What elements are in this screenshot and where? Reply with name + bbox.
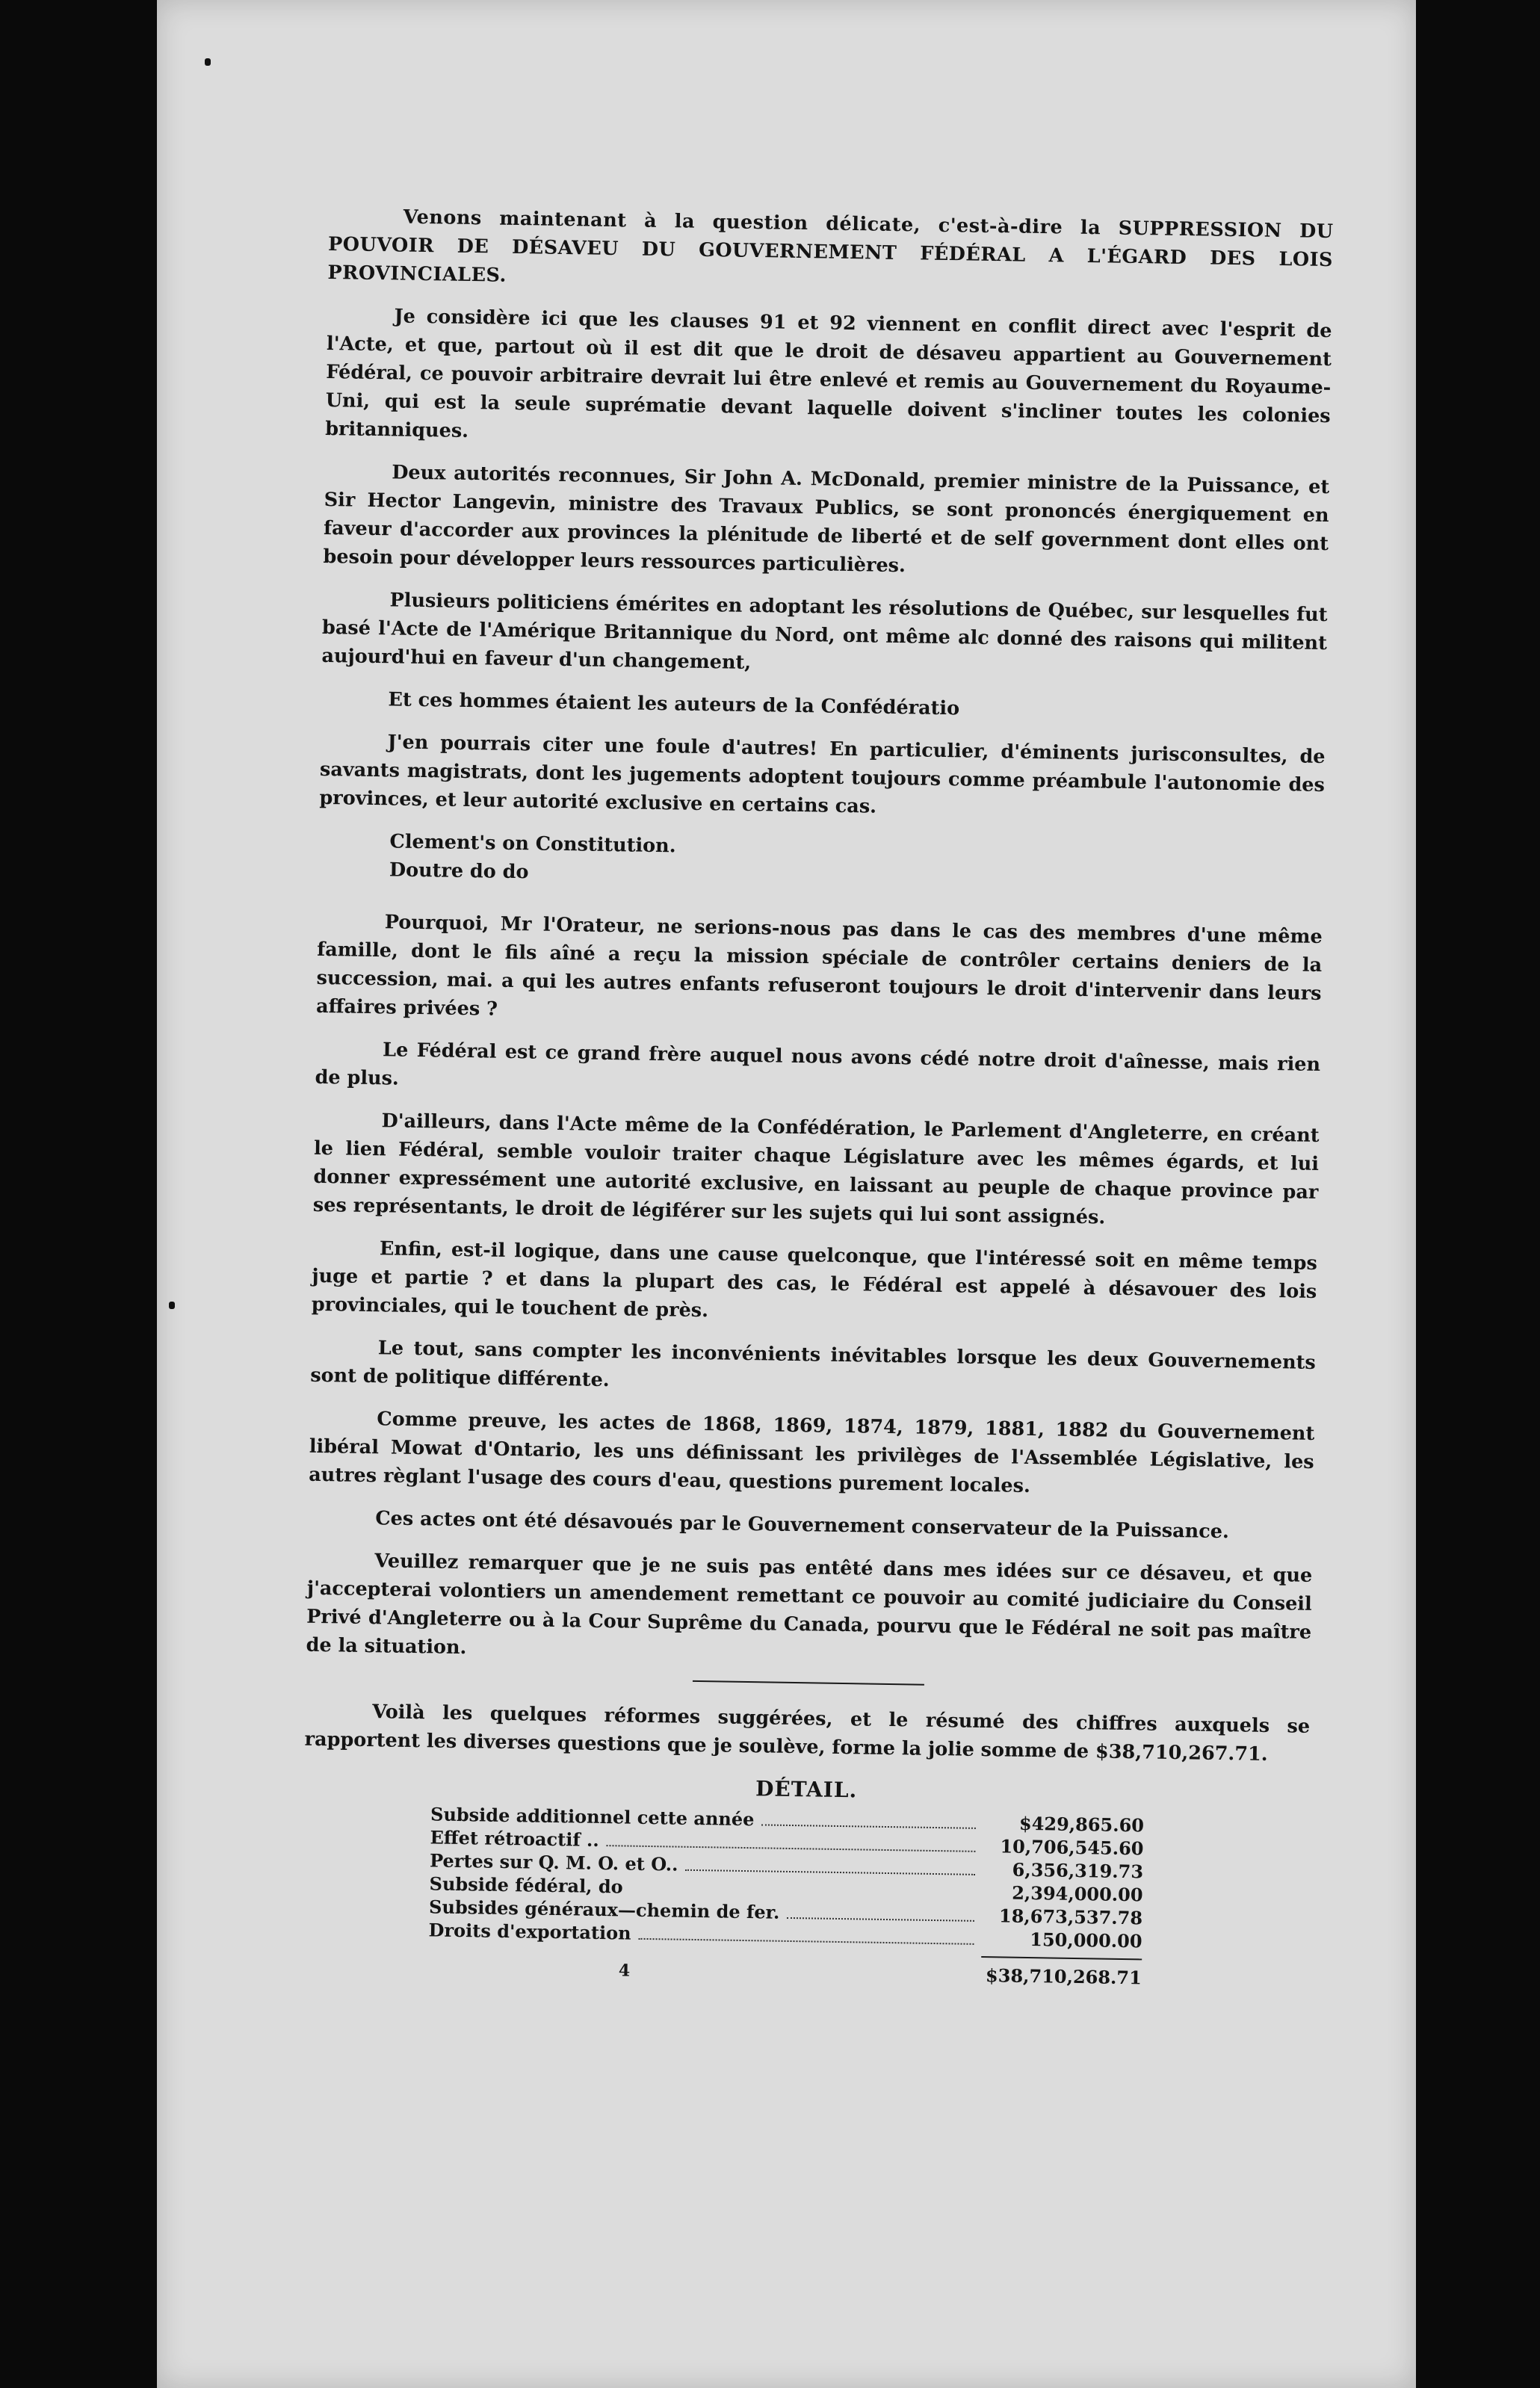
leader-dots bbox=[685, 1869, 975, 1875]
references-list bbox=[318, 826, 1324, 899]
leader-dots bbox=[607, 1845, 976, 1852]
detail-label: Subsides généraux—chemin de fer. bbox=[428, 1896, 780, 1923]
paragraph-authorities: Deux autorités reconnues, Sir John A. McDonald, premier ministre de la Puissance, et Sir Hector Langevin, ministre des Travaux Publics, se sont prononcés énergiquement en faveur d'accorder aux provinces la plénitude de liberté et de self government dont elles ont besoin pour développer leurs ressources particulières. bbox=[323, 461, 1330, 578]
paragraph-disavowed: Ces actes ont été désavoués par le Gouvernement conservateur de la Puissance. bbox=[375, 1507, 1230, 1544]
paragraph-inconveniences: Le tout, sans compter les inconvénients inévitables lorsque les deux Gouvernements sont de politique différente. bbox=[310, 1337, 1316, 1392]
section-divider bbox=[692, 1680, 924, 1686]
detail-title: DÉTAIL. bbox=[755, 1776, 858, 1803]
paragraph-authors: Et ces hommes étaient les auteurs de la Confédératio bbox=[388, 688, 960, 720]
paragraph-clauses: Je considère ici que les clauses 91 et 92 viennent en conflit direct avec l'esprit de l'Acte, et que, partout où il est dit que le droit de désaveu appartient au Gouvernement Fédéral, ce pouvoir arbitraire devrait lui être enlevé et remis au Gouvernement du Royaume-Uni, qui est la seule suprématie devant laquelle doivent s'incliner toutes les colonies britanniques. bbox=[324, 305, 1332, 442]
detail-label: Effet rétroactif .. bbox=[430, 1826, 599, 1851]
leader-dots bbox=[639, 1938, 974, 1945]
leader-dots bbox=[787, 1917, 974, 1922]
detail-amount: 150,000.00 bbox=[1030, 1928, 1142, 1952]
paragraph-summary: Voilà les quelques réformes suggérées, et le résumé des chiffres auxquels se rapportent les diverses questions que je soulève, forme la jolie somme de $38,710,267.71. bbox=[304, 1701, 1311, 1766]
detail-label: Pertes sur Q. M. O. et O.. bbox=[429, 1849, 678, 1875]
paragraph-logic: Enfin, est-il logique, dans une cause quelconque, que l'intéressé soit en même temps juge et partie ? et dans la plupart des cas, le Fédéral est appelé à désavouer des lois provinciales, qui le touchent de près. bbox=[311, 1237, 1318, 1323]
paragraph-proof: Comme preuve, les actes de 1868, 1869, 1874, 1879, 1881, 1882 du Gouvernement libéral Mowat d'Ontario, les uns définissant les privilèges de l'Assemblée Législative, les autres règlant l'usage des cours d'eau, questions purement locales. bbox=[308, 1408, 1315, 1497]
leader-dots bbox=[761, 1824, 976, 1829]
scan-mark bbox=[205, 58, 211, 66]
total-row bbox=[428, 1955, 1142, 1990]
detail-label: Subside additionnel cette année bbox=[430, 1803, 755, 1831]
detail-label: Subside fédéral, do bbox=[429, 1872, 623, 1898]
paragraph-family: Pourquoi, Mr l'Orateur, ne serions-nous pas dans le cas des membres d'une même famille, dont le fils aîné a reçu la mission spéciale de contrôler certains deniers de la succession, mai. a qui les autres enfants refuseront toujours le droit d'intervenir dans leurs affaires privées ? bbox=[315, 911, 1323, 1021]
detail-table bbox=[428, 1802, 1145, 1990]
page-number: 4 bbox=[618, 1961, 631, 1981]
detail-amount: 6,356,319.73 bbox=[1012, 1858, 1144, 1883]
scanned-page bbox=[157, 0, 1416, 2388]
paragraph-federal-brother: Le Fédéral est ce grand frère auquel nous avons cédé notre droit d'aînesse, mais rien de plus. bbox=[315, 1039, 1321, 1090]
total-rule bbox=[981, 1956, 1142, 1960]
scan-mark bbox=[169, 1302, 175, 1309]
paragraph-disallowance-intro: Venons maintenant à la question délicate, c'est-à-dire la SUPPRESSION DU POUVOIR DE DÉSAVEU DU GOUVERNEMENT FÉDÉRAL A L'ÉGARD DES LOIS PROVINCIALES. bbox=[327, 205, 1334, 287]
detail-amount: 10,706,545.60 bbox=[1000, 1835, 1144, 1860]
detail-amount: $429,865.60 bbox=[1018, 1812, 1145, 1837]
paragraph-jurists: J'en pourrais citer une foule d'autres! En particulier, d'éminents jurisconsultes, de savants magistrats, dont les jugements adoptent toujours comme préambule l'autonomie des provinces, et leur autorité exclusive en certains cas. bbox=[319, 731, 1326, 818]
detail-amount: 2,394,000.00 bbox=[1011, 1881, 1143, 1906]
reference-doutre: Doutre do do bbox=[389, 859, 529, 884]
paragraph-amendment: Veuillez remarquer que je ne suis pas entêté dans mes idées sur ce désaveu, et que j'accepterai volontiers un amendement remettant ce pouvoir au comité judiciaire du Conseil Privé d'Angleterre ou à la Cour Suprême du Canada, pourvu que le Fédéral ne soit pas maître de la situation. bbox=[306, 1550, 1313, 1659]
paragraph-parliament: D'ailleurs, dans l'Acte même de la Confédération, le Parlement d'Angleterre, en créant le lien Fédéral, semble vouloir traiter chaque Législature avec les mêmes égards, et lui donner expressément une autorité exclusive, en laissant au peuple de chaque province par ses représentants, le droit de légiférer sur les sujets qui lui sont assignés. bbox=[312, 1110, 1320, 1229]
detail-total: $38,710,268.71 bbox=[985, 1964, 1142, 1989]
page-text bbox=[301, 202, 1334, 1993]
leader-dots bbox=[631, 1893, 975, 1899]
detail-label: Droits d'exportation bbox=[428, 1919, 631, 1944]
detail-amount: 18,673,537.78 bbox=[998, 1905, 1143, 1929]
reference-clement: Clement's on Constitution. bbox=[389, 830, 676, 858]
paragraph-politicians: Plusieurs politiciens émérites en adoptant les résolutions de Québec, sur lesquelles fut basé l'Acte de l'Amérique Britannique du Nord, ont même alc donné des raisons qui militent aujourd'hui en faveur d'un changement, bbox=[321, 589, 1328, 674]
